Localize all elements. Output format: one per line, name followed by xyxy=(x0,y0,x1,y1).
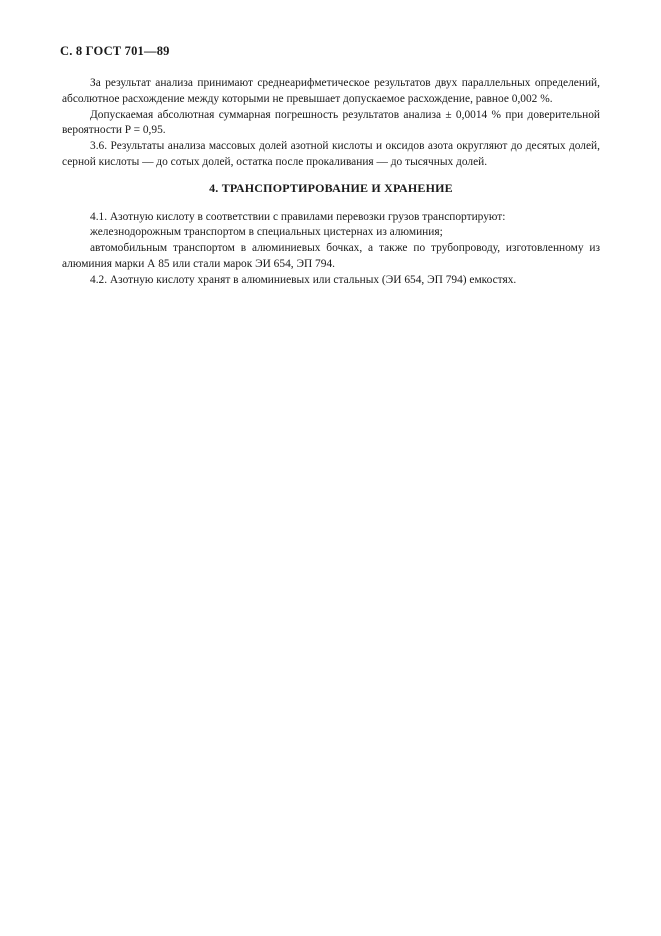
paragraph-3-6-rounding: 3.6. Результаты анализа массовых долей азотной кислоты и оксидов азота округляют до десятых долей, серной кислоты — до сотых долей, остатка после прокаливания — до тысячных долей. xyxy=(62,140,600,168)
paragraph-permissible-error: Допускаемая абсолютная суммарная погрешность результатов анализа ± 0,0014 % при доверительной вероятности P = 0,95. xyxy=(62,108,600,137)
running-head: С. 8 ГОСТ 701—89 xyxy=(60,44,170,58)
page-body xyxy=(62,76,600,289)
paragraph-road-transport: автомобильным транспортом в алюминиевых бочках, а также по трубопроводу, изготовленному из алюминия марки А 85 или стали марок ЭИ 654, ЭП 794. xyxy=(62,242,600,270)
paragraph-4-2-storage: 4.2. Азотную кислоту хранят в алюминиевых или стальных (ЭИ 654, ЭП 794) емкостях. xyxy=(90,273,517,286)
paragraph-result-averaging: За результат анализа принимают среднеарифметическое результатов двух параллельных определений, абсолютное расхождение между которыми не превышает допускаемое расхождение, равное 0,002 %. xyxy=(62,77,600,105)
section-title-transport-storage: 4. ТРАНСПОРТИРОВАНИЕ И ХРАНЕНИЕ xyxy=(209,180,453,195)
paragraph-4-1-transport: 4.1. Азотную кислоту в соответствии с правилами перевозки грузов транспортируют: xyxy=(90,210,506,223)
paragraph-rail-transport: железнодорожным транспортом в специальных цистернах из алюминия; xyxy=(90,226,443,239)
